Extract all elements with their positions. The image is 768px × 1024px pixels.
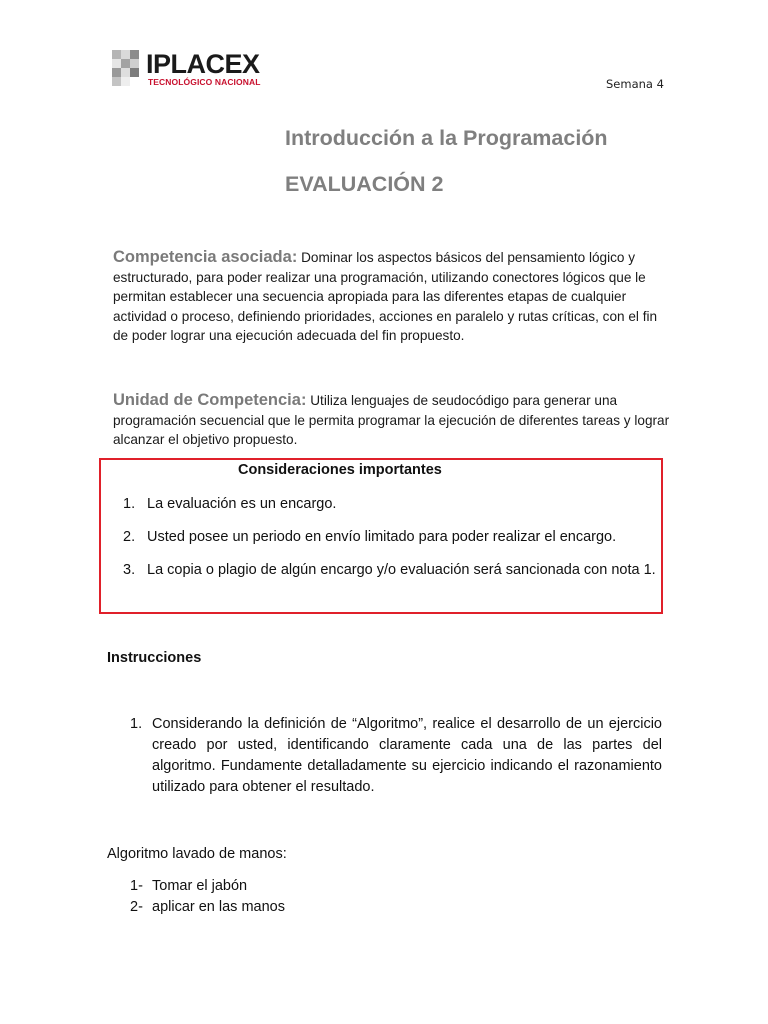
competencia-text: Dominar los aspectos básicos del pensamiento lógico y estructurado, para poder realizar una programación, utilizando conectores lógicos que le permitan establecer una secuencia apropiada para las diferentes etapas de cualquier actividad o proceso, definiendo prioridades, acciones en paralelo y rutas críticas, con el fin de poder lograr una ejecución adecuada del fin propuesto.: [113, 250, 658, 343]
consideration-number: 3.: [123, 562, 136, 578]
competencia-paragraph: [113, 248, 673, 346]
unidad-paragraph: [113, 391, 673, 450]
instructions-heading: Instrucciones: [107, 650, 202, 666]
considerations-box: [99, 458, 663, 614]
logo-tagline: TECNOLÓGICO NACIONAL: [148, 77, 261, 87]
consideration-number: 1.: [123, 496, 136, 512]
step-number: 1-: [130, 878, 143, 894]
logo-mosaic-icon: [112, 50, 148, 86]
step-text: aplicar en las manos: [152, 899, 285, 915]
consideration-text: La evaluación es un encargo.: [147, 496, 337, 512]
competencia-label: Competencia asociada:: [113, 248, 298, 266]
step-number: 2-: [130, 899, 143, 915]
unidad-text: Utiliza lenguajes de seudocódigo para generar una programación secuencial que le permita programar la ejecución de diferentes tareas y lograr alcanzar el objetivo propuesto.: [113, 393, 670, 447]
instruction-number: 1.: [130, 716, 143, 732]
algorithm-heading: Algoritmo lavado de manos:: [107, 846, 287, 862]
logo-wordmark: IPLACEX: [146, 49, 260, 79]
consideration-text: La copia o plagio de algún encargo y/o evaluación será sancionada con nota 1.: [147, 562, 656, 578]
considerations-title: Consideraciones importantes: [238, 462, 442, 478]
consideration-text: Usted posee un periodo en envío limitado para poder realizar el encargo.: [147, 529, 617, 545]
instruction-text: Considerando la definición de “Algoritmo”, realice el desarrollo de un ejercicio creado por usted, identificando claramente cada una de las partes del algoritmo. Fundamente detalladamente su ejercicio indicando el razonamiento utilizado para obtener el resultado.: [152, 716, 662, 795]
unidad-label: Unidad de Competencia:: [113, 391, 307, 409]
consideration-number: 2.: [123, 529, 136, 545]
evaluation-title: EVALUACIÓN 2: [285, 172, 444, 196]
step-text: Tomar el jabón: [152, 878, 248, 894]
iplacex-logo: [112, 50, 272, 90]
course-title: Introducción a la Programación: [285, 126, 608, 150]
week-label: Semana 4: [606, 77, 664, 91]
